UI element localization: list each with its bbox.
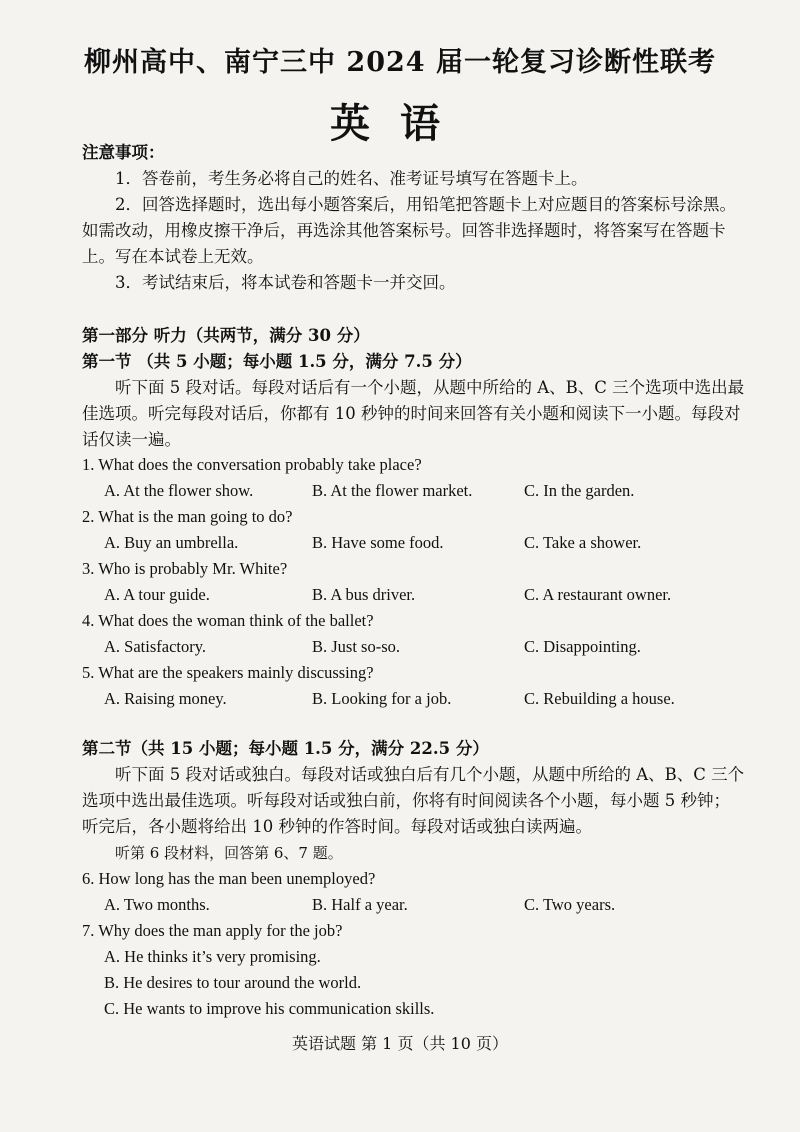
option-b: B. Just so-so.: [312, 637, 401, 656]
option-c: C. Rebuilding a house.: [524, 689, 675, 708]
question-options: [82, 892, 745, 918]
option-c: C. Disappointing.: [524, 637, 641, 656]
question-text: 7. Why does the man apply for the job?: [82, 921, 343, 940]
option-a: A. Satisfactory.: [104, 637, 207, 656]
question-options: [82, 582, 745, 608]
option-c: C. He wants to improve his communication skills.: [104, 999, 435, 1018]
question-text: 2. What is the man going to do?: [82, 507, 293, 526]
part1-section: [82, 323, 745, 453]
option-b: B. A bus driver.: [312, 585, 416, 604]
question-text: 3. Who is probably Mr. White?: [82, 559, 288, 578]
section1-instructions: 听下面 5 段对话。每段对话后有一个小题，从题中所给的 A、B、C 三个选项中选出最佳选项。听完每段对话后，你都有 10 秒钟的时间来回答有关小题和阅读下一小题。每段对话仅读一遍。: [82, 378, 745, 449]
section2: [82, 736, 745, 1022]
question-1: [82, 452, 745, 504]
notice-item-3: 3．考试结束后，将本试卷和答题卡一并交回。: [115, 273, 456, 292]
option-c: C. Two years.: [524, 895, 616, 914]
question-6: [82, 866, 745, 918]
question-options: [82, 530, 745, 556]
section2-heading: 第二节（共 15 小题；每小题 1.5 分，满分 22.5 分）: [82, 739, 489, 758]
option-a: A. Raising money.: [104, 689, 227, 708]
notice-section: [82, 140, 745, 296]
material-note: 听第 6 段材料，回答第 6、7 题。: [115, 844, 343, 862]
question-options: [82, 478, 745, 504]
option-a: A. Two months.: [104, 895, 210, 914]
question-options: [82, 686, 745, 712]
subject-title: 英语: [330, 100, 470, 147]
page-footer: 英语试题 第 1 页（共 10 页）: [292, 1034, 508, 1053]
question-text: 5. What are the speakers mainly discussing?: [82, 663, 374, 682]
question-5: [82, 660, 745, 712]
question-3: [82, 556, 745, 608]
option-b: B. He desires to tour around the world.: [104, 973, 362, 992]
question-text: 4. What does the woman think of the ballet?: [82, 611, 374, 630]
option-b: B. Looking for a job.: [312, 689, 452, 708]
question-text: 6. How long has the man been unemployed?: [82, 869, 376, 888]
question-2: [82, 504, 745, 556]
option-a: A. A tour guide.: [104, 585, 210, 604]
question-7: [82, 918, 745, 1022]
option-a: A. Buy an umbrella.: [104, 533, 239, 552]
notice-item-1: 1．答卷前，考生务必将自己的姓名、准考证号填写在答题卡上。: [115, 169, 588, 188]
option-c: C. Take a shower.: [524, 533, 642, 552]
part1-heading: 第一部分 听力（共两节，满分 30 分）: [82, 326, 370, 345]
option-c: C. A restaurant owner.: [524, 585, 672, 604]
option-b: B. At the flower market.: [312, 481, 473, 500]
section1-questions: [82, 452, 745, 712]
question-options: [82, 634, 745, 660]
exam-title: 柳州高中、南宁三中 2024 届一轮复习诊断性联考: [84, 47, 716, 78]
question-4: [82, 608, 745, 660]
option-b: B. Have some food.: [312, 533, 444, 552]
option-a: A. He thinks it’s very promising.: [104, 947, 321, 966]
option-c: C. In the garden.: [524, 481, 635, 500]
notice-item-2: 2．回答选择题时，选出每小题答案后，用铅笔把答题卡上对应题目的答案标号涂黑。如需改动，用橡皮擦干净后，再选涂其他答案标号。回答非选择题时，将答案写在答题卡上。写在本试卷上无效。: [82, 195, 736, 266]
option-a: A. At the flower show.: [104, 481, 254, 500]
section1-heading: 第一节 （共 5 小题；每小题 1.5 分，满分 7.5 分）: [82, 352, 472, 371]
section2-instructions: 听下面 5 段对话或独白。每段对话或独白后有几个小题，从题中所给的 A、B、C 三个选项中选出最佳选项。听每段对话或独白前，你将有时间阅读各个小题，每小题 5 秒钟；听完后，各小题将给出 10 秒钟的作答时间。每段对话或独白读两遍。: [82, 765, 745, 836]
notice-heading: 注意事项：: [82, 143, 165, 162]
option-b: B. Half a year.: [312, 895, 408, 914]
question-text: 1. What does the conversation probably take place?: [82, 455, 422, 474]
